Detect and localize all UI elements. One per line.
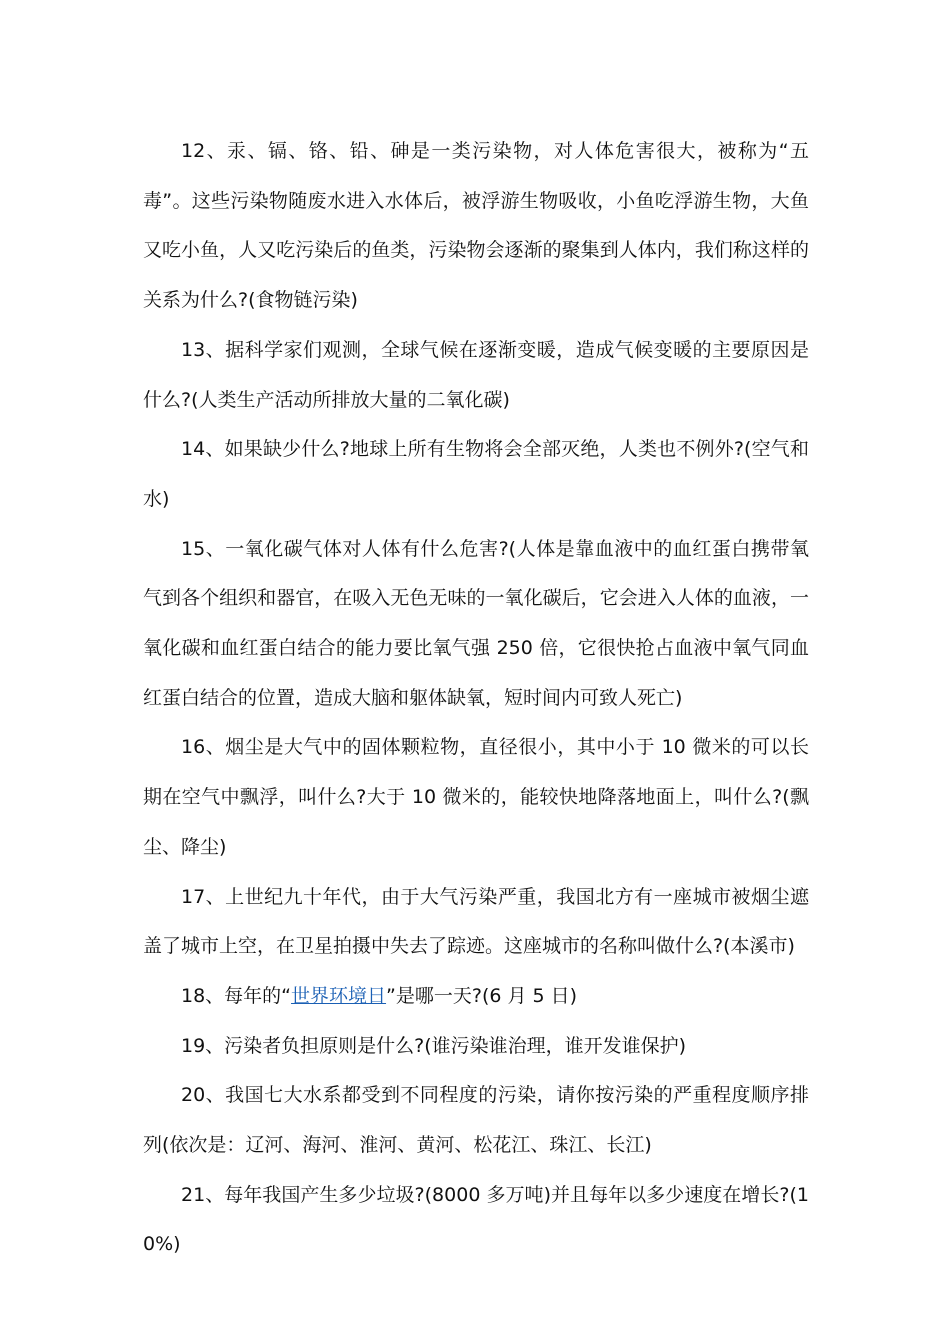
question-13: 13、据科学家们观测，全球气候在逐渐变暖，造成气候变暖的主要原因是什么?(人类生产活动所排放大量的二氧化碳) <box>143 338 809 411</box>
question-20: 20、我国七大水系都受到不同程度的污染，请你按污染的严重程度顺序排列(依次是：辽河、海河、淮河、黄河、松花江、珠江、长江) <box>143 1084 809 1157</box>
question-18-prefix: 18、每年的“ <box>181 984 292 1007</box>
question-12: 12、汞、镉、铬、铅、砷是一类污染物，对人体危害很大，被称为“五毒”。这些污染物随废水进入水体后，被浮游生物吸收，小鱼吃浮游生物，大鱼又吃小鱼，人又吃污染后的鱼类，污染物会逐渐的聚集到人体内，我们称这样的关系为什么?(食物链污染) <box>143 140 809 312</box>
question-17: 17、上世纪九十年代，由于大气污染严重，我国北方有一座城市被烟尘遮盖了城市上空，在卫星拍摄中失去了踪迹。这座城市的名称叫做什么?(本溪市) <box>143 885 809 958</box>
question-16: 16、烟尘是大气中的固体颗粒物，直径很小，其中小于 10 微米的可以长期在空气中飘浮，叫什么?大于 10 微米的，能较快地降落地面上，叫什么?(飘尘、降尘) <box>143 736 809 858</box>
question-21: 21、每年我国产生多少垃圾?(8000 多万吨)并且每年以多少速度在增长?(10%) <box>143 1183 809 1256</box>
world-environment-day-link[interactable]: 世界环境日 <box>291 984 387 1007</box>
question-15: 15、一氧化碳气体对人体有什么危害?(人体是靠血液中的血红蛋白携带氧气到各个组织和器官，在吸入无色无味的一氧化碳后，它会进入人体的血液，一氧化碳和血红蛋白结合的能力要比氧气强 250 倍，它很快抢占血液中氧气同血红蛋白结合的位置，造成大脑和躯体缺氧，短时间内可致人死亡) <box>143 537 809 709</box>
question-18 <box>143 972 809 1022</box>
document-page <box>143 127 809 1270</box>
question-18-suffix: ”是哪一天?(6 月 5 日) <box>386 984 578 1007</box>
question-14: 14、如果缺少什么?地球上所有生物将会全部灭绝，人类也不例外?(空气和水) <box>143 438 809 510</box>
question-19: 19、污染者负担原则是什么?(谁污染谁治理，谁开发谁保护) <box>181 1034 687 1057</box>
